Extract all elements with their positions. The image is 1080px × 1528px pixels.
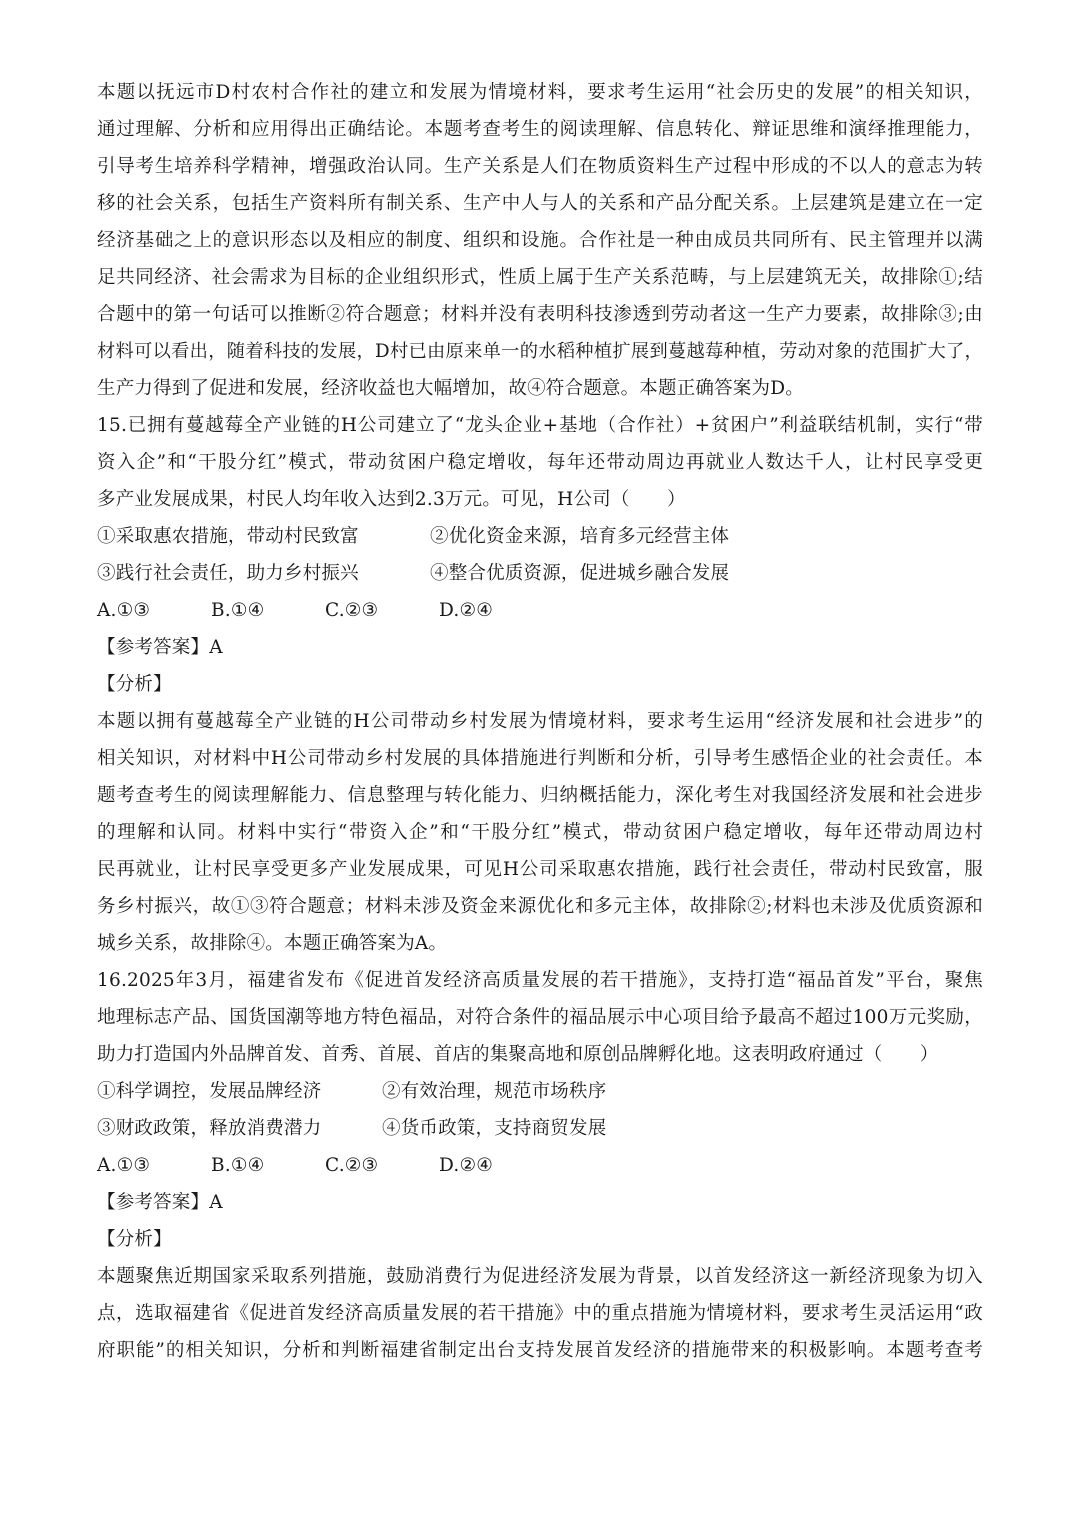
option-1: ①科学调控，发展品牌经济 [97,1081,322,1102]
question-15-stem: 资入企”和“干股分红”模式，带动贫困户稳定增收，每年还带动周边再就业人数达千人，让村民享受更 [97,452,983,473]
choice-d: D.②④ [439,600,494,621]
choice-b: B.①④ [211,600,265,621]
question-15-stem: 多产业发展成果，村民人均年收入达到2.3万元。可见，H公司（ ） [97,489,686,510]
paragraph-line: 生产力得到了促进和发展，经济收益也大幅增加，故④符合题意。本题正确答案为D。 [97,378,804,399]
option-2: ②有效治理，规范市场秩序 [382,1081,607,1102]
analysis-line: 城乡关系，故排除④。本题正确答案为A。 [97,933,448,954]
choice-a: A.①③ [97,1155,151,1176]
analysis-line: 的理解和认同。材料中实行“带资入企”和“干股分红”模式，带动贫困户稳定增收，每年还带动周边村 [97,822,983,843]
paragraph-line: 本题以抚远市D村农村合作社的建立和发展为情境材料，要求考生运用“社会历史的发展”的相关知识， [97,82,983,103]
choice-c: C.②③ [325,600,379,621]
paragraph-line: 经济基础之上的意识形态以及相应的制度、组织和设施。合作社是一种由成员共同所有、民主管理并以满 [97,230,983,251]
paragraph-line: 足共同经济、社会需求为目标的企业组织形式，性质上属于生产关系范畴，与上层建筑无关，故排除①;结 [97,267,983,288]
option-4: ④整合优质资源，促进城乡融合发展 [430,563,730,584]
analysis-label: 【分析】 [97,1229,172,1250]
analysis-line: 务乡村振兴，故①③符合题意；材料未涉及资金来源优化和多元主体，故排除②;材料也未涉及优质资源和 [97,896,983,917]
choice-d: D.②④ [439,1155,494,1176]
paragraph-line: 引导考生培养科学精神，增强政治认同。生产关系是人们在物质资料生产过程中形成的不以人的意志为转 [97,156,983,177]
option-4: ④货币政策，支持商贸发展 [382,1118,607,1139]
analysis-line: 点，选取福建省《促进首发经济高质量发展的若干措施》中的重点措施为情境材料，要求考生灵活运用“政 [97,1303,983,1324]
question-15-stem: 15.已拥有蔓越莓全产业链的H公司建立了“龙头企业+基地（合作社）+贫困户”利益联结机制，实行“带 [97,415,983,436]
option-3: ③财政政策，释放消费潜力 [97,1118,322,1139]
paragraph-line: 材料可以看出，随着科技的发展，D村已由原来单一的水稻种植扩展到蔓越莓种植，劳动对象的范围扩大了， [97,341,983,362]
analysis-line: 府职能”的相关知识，分析和判断福建省制定出台支持发展首发经济的措施带来的积极影响。本题考查考 [97,1340,983,1361]
option-3: ③践行社会责任，助力乡村振兴 [97,563,359,584]
analysis-line: 题考查考生的阅读理解能力、信息整理与转化能力、归纳概括能力，深化考生对我国经济发展和社会进步 [97,785,983,806]
choice-a: A.①③ [97,600,151,621]
question-16-stem: 地理标志产品、国货国潮等地方特色福品，对符合条件的福品展示中心项目给予最高不超过100万元奖励， [97,1007,983,1028]
analysis-line: 相关知识，对材料中H公司带动乡村发展的具体措施进行判断和分析，引导考生感悟企业的社会责任。本 [97,748,983,769]
paragraph-line: 移的社会关系，包括生产资料所有制关系、生产中人与人的关系和产品分配关系。上层建筑是建立在一定 [97,193,983,214]
question-16-stem: 16.2025年3月，福建省发布《促进首发经济高质量发展的若干措施》，支持打造“福品首发”平台，聚焦 [97,970,983,991]
analysis-line: 民再就业，让村民享受更多产业发展成果，可见H公司采取惠农措施，践行社会责任，带动村民致富，服 [97,859,983,880]
analysis-line: 本题聚焦近期国家采取系列措施，鼓励消费行为促进经济发展为背景，以首发经济这一新经济现象为切入 [97,1266,983,1287]
answer-label: 【参考答案】A [97,637,223,658]
question-16-stem: 助力打造国内外品牌首发、首秀、首展、首店的集聚高地和原创品牌孵化地。这表明政府通过（ ） [97,1044,939,1065]
choice-b: B.①④ [211,1155,265,1176]
answer-label: 【参考答案】A [97,1192,223,1213]
choice-c: C.②③ [325,1155,379,1176]
option-1: ①采取惠农措施，带动村民致富 [97,526,359,547]
option-2: ②优化资金来源，培育多元经营主体 [430,526,730,547]
analysis-label: 【分析】 [97,674,172,695]
paragraph-line: 合题中的第一句话可以推断②符合题意；材料并没有表明科技渗透到劳动者这一生产力要素，故排除③;由 [97,304,983,325]
analysis-line: 本题以拥有蔓越莓全产业链的H公司带动乡村发展为情境材料，要求考生运用“经济发展和社会进步”的 [97,711,983,732]
paragraph-line: 通过理解、分析和应用得出正确结论。本题考查考生的阅读理解、信息转化、辩证思维和演绎推理能力， [97,119,983,140]
